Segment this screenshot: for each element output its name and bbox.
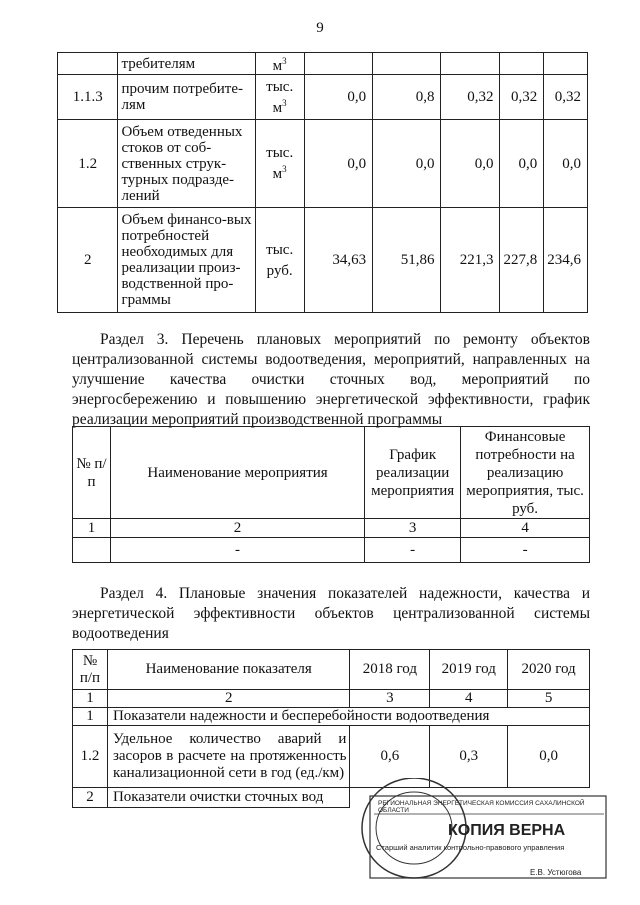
header-2019: 2019 год xyxy=(430,650,508,690)
cell: 234,6 xyxy=(544,208,588,313)
header-name: Наименование показателя xyxy=(107,650,350,690)
cell: - xyxy=(461,538,590,563)
table-row xyxy=(73,708,590,726)
group-label: Показатели очистки сточных вод xyxy=(107,788,350,808)
cell: 0,0 xyxy=(500,120,544,208)
cell xyxy=(373,53,441,75)
indicator-label: Удельное количество аварий и засоров в расчете на протяженность канализационной сети в год (ед./км) xyxy=(107,726,350,788)
stamp-position: Старший аналитик контрольно-правового управления xyxy=(376,843,565,852)
page-number: 9 xyxy=(316,20,324,36)
cell: 0,32 xyxy=(544,75,588,120)
row-num xyxy=(58,53,118,75)
cell xyxy=(500,53,544,75)
table-header-row xyxy=(73,650,590,690)
header-num: № п/п xyxy=(73,427,111,519)
stamp-org: РЕГИОНАЛЬНАЯ ЭНЕРГЕТИЧЕСКАЯ КОМИССИЯ САХАЛИНСКОЙ ОБЛАСТИ xyxy=(378,800,585,814)
section4-heading: Раздел 4. Плановые значения показателей надежности, качества и энергетической эффективности объектов централизованной системы водоотведения xyxy=(72,585,590,642)
cell: 0,0 xyxy=(304,120,372,208)
cell xyxy=(73,538,111,563)
cell: 51,86 xyxy=(373,208,441,313)
row-unit: тыс. $м^3$ xyxy=(255,75,304,120)
row-unit: тыс. руб. xyxy=(255,208,304,313)
header-num: № п/п xyxy=(73,650,108,690)
cell: 0,0 xyxy=(508,726,590,788)
cell: 3 xyxy=(365,519,461,538)
header-finance: Финансовые потребности на реализацию мероприятия, тыс. руб. xyxy=(461,427,590,519)
section3-heading: Раздел 3. Перечень плановых мероприятий по ремонту объектов централизованной системы водоотведения, мероприятий, направленных на улучшение качества очистки сточных вод, мероприятий по энергосбережению и повышению энергетической эффективности, график реализации мероприятий производственной программы xyxy=(72,331,590,428)
cell: 0,32 xyxy=(500,75,544,120)
table-row xyxy=(58,53,588,75)
cell: 5 xyxy=(508,690,590,708)
cell xyxy=(304,53,372,75)
cell: 2 xyxy=(107,690,350,708)
cell: 0,6 xyxy=(350,726,430,788)
row-name: Объем финансо-вых потребностей необходимых для реализации произ-водственной про-граммы xyxy=(118,208,255,313)
cell: 2 xyxy=(110,519,364,538)
row-name: Объем отведенных стоков от соб-ственных струк-турных подразде-лений xyxy=(118,120,255,208)
row-num: 1.2 xyxy=(58,120,118,208)
cell: 1 xyxy=(73,690,108,708)
stamp-signer: Е.В. Устюгова xyxy=(530,868,582,877)
cell: 1.2 xyxy=(73,726,108,788)
cell: 3 xyxy=(350,690,430,708)
stamp-title: КОПИЯ ВЕРНА xyxy=(448,822,566,839)
cell: 227,8 xyxy=(500,208,544,313)
row-name: требителям xyxy=(118,53,255,75)
header-schedule: График реализации мероприятия xyxy=(365,427,461,519)
cell: 2 xyxy=(73,788,108,808)
row-name: прочим потребите-лям xyxy=(118,75,255,120)
cell: 4 xyxy=(461,519,590,538)
cell: 0,0 xyxy=(373,120,441,208)
row-unit: тыс. $м^3$ xyxy=(255,120,304,208)
cell xyxy=(441,53,500,75)
table-row xyxy=(58,120,588,208)
table-row xyxy=(58,208,588,313)
table-row xyxy=(73,538,590,563)
header-2018: 2018 год xyxy=(350,650,430,690)
cell: 1 xyxy=(73,519,111,538)
cell: 0,3 xyxy=(430,726,508,788)
cell xyxy=(544,53,588,75)
header-2020: 2020 год xyxy=(508,650,590,690)
cell: 0,8 xyxy=(373,75,441,120)
header-name: Наименование мероприятия xyxy=(110,427,364,519)
cell: 0,0 xyxy=(441,120,500,208)
cell: - xyxy=(365,538,461,563)
cell: - xyxy=(110,538,364,563)
cell: 221,3 xyxy=(441,208,500,313)
table-row xyxy=(73,690,590,708)
cell: 34,63 xyxy=(304,208,372,313)
table-measures xyxy=(72,426,590,563)
group-label: Показатели надежности и бесперебойности водоотведения xyxy=(107,708,589,726)
cell: 4 xyxy=(430,690,508,708)
table-row xyxy=(58,75,588,120)
table-header-row xyxy=(73,427,590,519)
cell: 0,0 xyxy=(304,75,372,120)
cell: 0,0 xyxy=(544,120,588,208)
table-row xyxy=(73,519,590,538)
row-unit: $м^3$ xyxy=(255,53,304,75)
table-volumes xyxy=(57,52,588,313)
cell: 1 xyxy=(73,708,108,726)
cell: 0,32 xyxy=(441,75,500,120)
row-num: 1.1.3 xyxy=(58,75,118,120)
row-num: 2 xyxy=(58,208,118,313)
